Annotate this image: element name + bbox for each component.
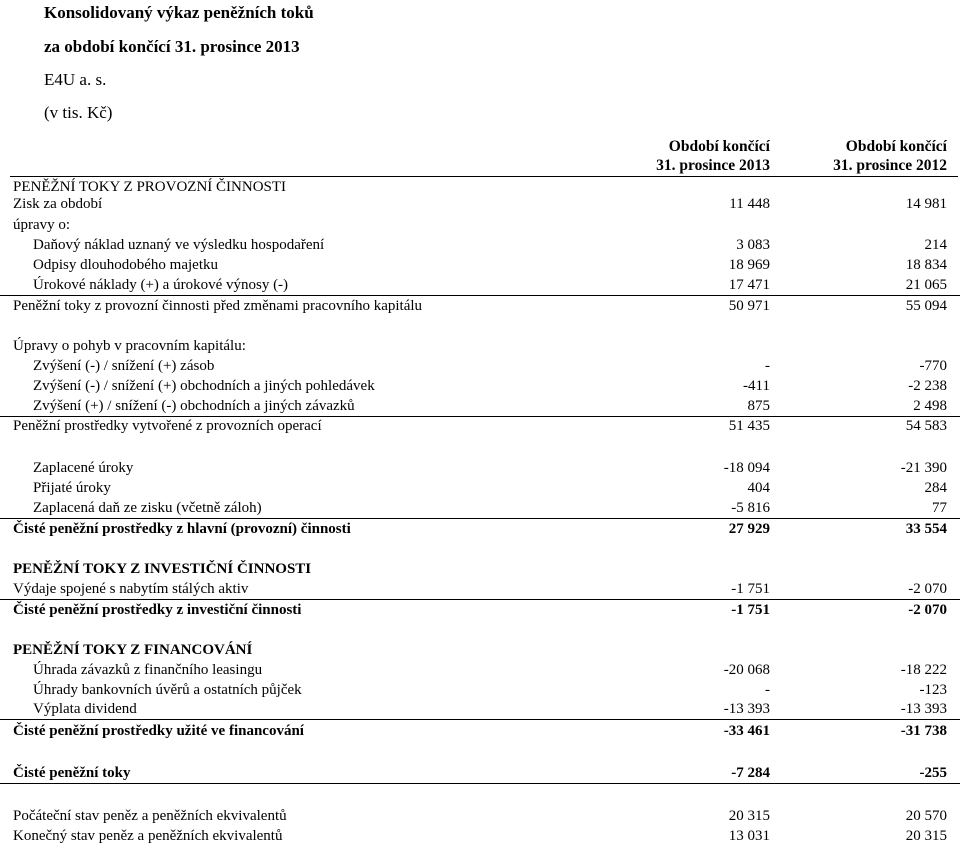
subtotal-row [0, 416, 960, 436]
row-label: Úhrada závazků z finančního leasingu [33, 662, 263, 678]
row-value-2012: -2 070 [908, 581, 947, 597]
row-value-2012: -2 070 [908, 602, 947, 618]
table-row [0, 275, 960, 296]
row-label: Čisté peněžní prostředky užité ve financování [13, 723, 304, 739]
column-header-2013-line1: Období končící [668, 138, 770, 155]
row-value-2012: -13 393 [900, 701, 947, 717]
row-label: Výplata dividend [33, 701, 137, 717]
section-heading-financing [0, 640, 960, 660]
row-value-2013: 13 031 [728, 828, 770, 844]
row-label: Zvýšení (-) / snížení (+) zásob [33, 358, 215, 374]
row-value-2012: -31 738 [900, 723, 947, 739]
table-row [0, 396, 960, 417]
row-value-2012: 33 554 [905, 521, 947, 537]
row-label: PENĚŽNÍ TOKY Z FINANCOVÁNÍ [13, 642, 253, 658]
row-value-2013: 20 315 [728, 808, 770, 824]
table-row [0, 806, 960, 826]
table-row [0, 194, 960, 214]
units-note: (v tis. Kč) [44, 103, 113, 122]
row-value-2012: 20 570 [905, 808, 947, 824]
row-value-2013: -5 816 [731, 500, 770, 516]
row-value-2013: 51 435 [728, 418, 770, 434]
row-label: Úrokové náklady (+) a úrokové výnosy (-) [33, 277, 289, 293]
row-label: Peněžní prostředky vytvořené z provozních operací [13, 418, 322, 434]
row-value-2013: 18 969 [728, 257, 770, 273]
table-row [0, 699, 960, 720]
row-value-2012: 18 834 [905, 257, 947, 273]
row-value-2013: -18 094 [723, 460, 770, 476]
row-value-2012: -18 222 [900, 662, 947, 678]
row-value-2012: -21 390 [900, 460, 947, 476]
table-row [0, 336, 960, 356]
row-label: úpravy o: [13, 217, 71, 233]
row-value-2012: -255 [919, 765, 947, 781]
table-row [0, 660, 960, 680]
document-period: za období končící 31. prosince 2013 [44, 37, 300, 56]
row-value-2012: 77 [932, 500, 947, 516]
table-row [0, 215, 960, 235]
column-header-2012-line1: Období končící [845, 138, 947, 155]
table-row [0, 680, 960, 700]
row-label: Přijaté úroky [33, 480, 111, 496]
row-value-2012: 2 498 [913, 398, 947, 414]
row-value-2013: -1 751 [731, 581, 770, 597]
row-label: Počáteční stav peněz a peněžních ekvivalentů [13, 808, 287, 824]
row-value-2012: -123 [919, 682, 947, 698]
row-label: Zvýšení (+) / snížení (-) obchodních a jiných závazků [33, 398, 355, 414]
row-label: Čisté peněžní prostředky z hlavní (provozní) činnosti [13, 521, 351, 537]
row-label: Čisté peněžní toky [13, 765, 131, 781]
row-value-2013: - [765, 682, 770, 698]
column-header-2012-line2: 31. prosince 2012 [833, 157, 947, 174]
table-row [0, 458, 960, 478]
table-row [0, 235, 960, 255]
row-value-2013: 11 448 [729, 196, 770, 212]
company-name: E4U a. s. [44, 70, 107, 89]
row-label: Úhrady bankovních úvěrů a ostatních půjček [33, 682, 302, 698]
total-row [0, 600, 960, 620]
row-label: Peněžní toky z provozní činnosti před změnami pracovního kapitálu [13, 298, 423, 314]
row-label: Odpisy dlouhodobého majetku [33, 257, 218, 273]
row-label: Zvýšení (-) / snížení (+) obchodních a jiných pohledávek [33, 378, 375, 394]
total-row [0, 721, 960, 741]
row-label: Zaplacená daň ze zisku (včetně záloh) [33, 500, 262, 516]
row-value-2012: 55 094 [905, 298, 947, 314]
row-label: Zisk za období [13, 196, 103, 212]
row-value-2013: 3 083 [736, 237, 770, 253]
table-row [0, 826, 960, 846]
row-value-2012: 214 [924, 237, 947, 253]
column-header-2013-line2: 31. prosince 2013 [656, 157, 770, 174]
row-value-2012: -770 [919, 358, 947, 374]
row-label: Čisté peněžní prostředky z investiční činnosti [13, 602, 302, 618]
row-value-2012: 54 583 [905, 418, 947, 434]
document-title: Konsolidovaný výkaz peněžních toků [44, 3, 314, 22]
table-row [0, 579, 960, 600]
table-row [0, 376, 960, 396]
row-label: Daňový náklad uznaný ve výsledku hospodaření [33, 237, 325, 253]
table-row [0, 498, 960, 519]
row-value-2013: -33 461 [723, 723, 770, 739]
row-value-2013: 50 971 [728, 298, 770, 314]
section-heading-investing [0, 559, 960, 579]
row-value-2012: 20 315 [905, 828, 947, 844]
row-value-2013: -20 068 [723, 662, 770, 678]
row-label: Zaplacené úroky [33, 460, 134, 476]
row-value-2013: 27 929 [728, 521, 770, 537]
row-value-2012: 284 [924, 480, 947, 496]
row-value-2013: 875 [747, 398, 770, 414]
row-value-2012: -2 238 [908, 378, 947, 394]
row-value-2013: 404 [747, 480, 770, 496]
row-value-2013: - [765, 358, 770, 374]
table-row [0, 356, 960, 376]
row-label: Konečný stav peněz a peněžních ekvivalentů [13, 828, 283, 844]
row-value-2013: -13 393 [723, 701, 770, 717]
row-value-2013: -1 751 [731, 602, 770, 618]
row-value-2013: -7 284 [731, 765, 770, 781]
table-row [0, 478, 960, 498]
row-label: Výdaje spojené s nabytím stálých aktiv [13, 581, 249, 597]
table-row [0, 255, 960, 275]
column-header-2012 [833, 137, 947, 175]
row-label: PENĚŽNÍ TOKY Z PROVOZNÍ ČINNOSTI [13, 179, 287, 195]
total-row [0, 519, 960, 539]
row-value-2013: 17 471 [728, 277, 770, 293]
row-value-2012: 14 981 [905, 196, 947, 212]
net-cash-flow-row [0, 763, 960, 784]
row-label: PENĚŽNÍ TOKY Z INVESTIČNÍ ČINNOSTI [13, 561, 312, 577]
row-value-2012: 21 065 [905, 277, 947, 293]
subtotal-row [0, 296, 960, 316]
row-value-2013: -411 [743, 378, 770, 394]
column-header-2013 [656, 137, 770, 175]
row-label: Úpravy o pohyb v pracovním kapitálu: [13, 338, 246, 354]
